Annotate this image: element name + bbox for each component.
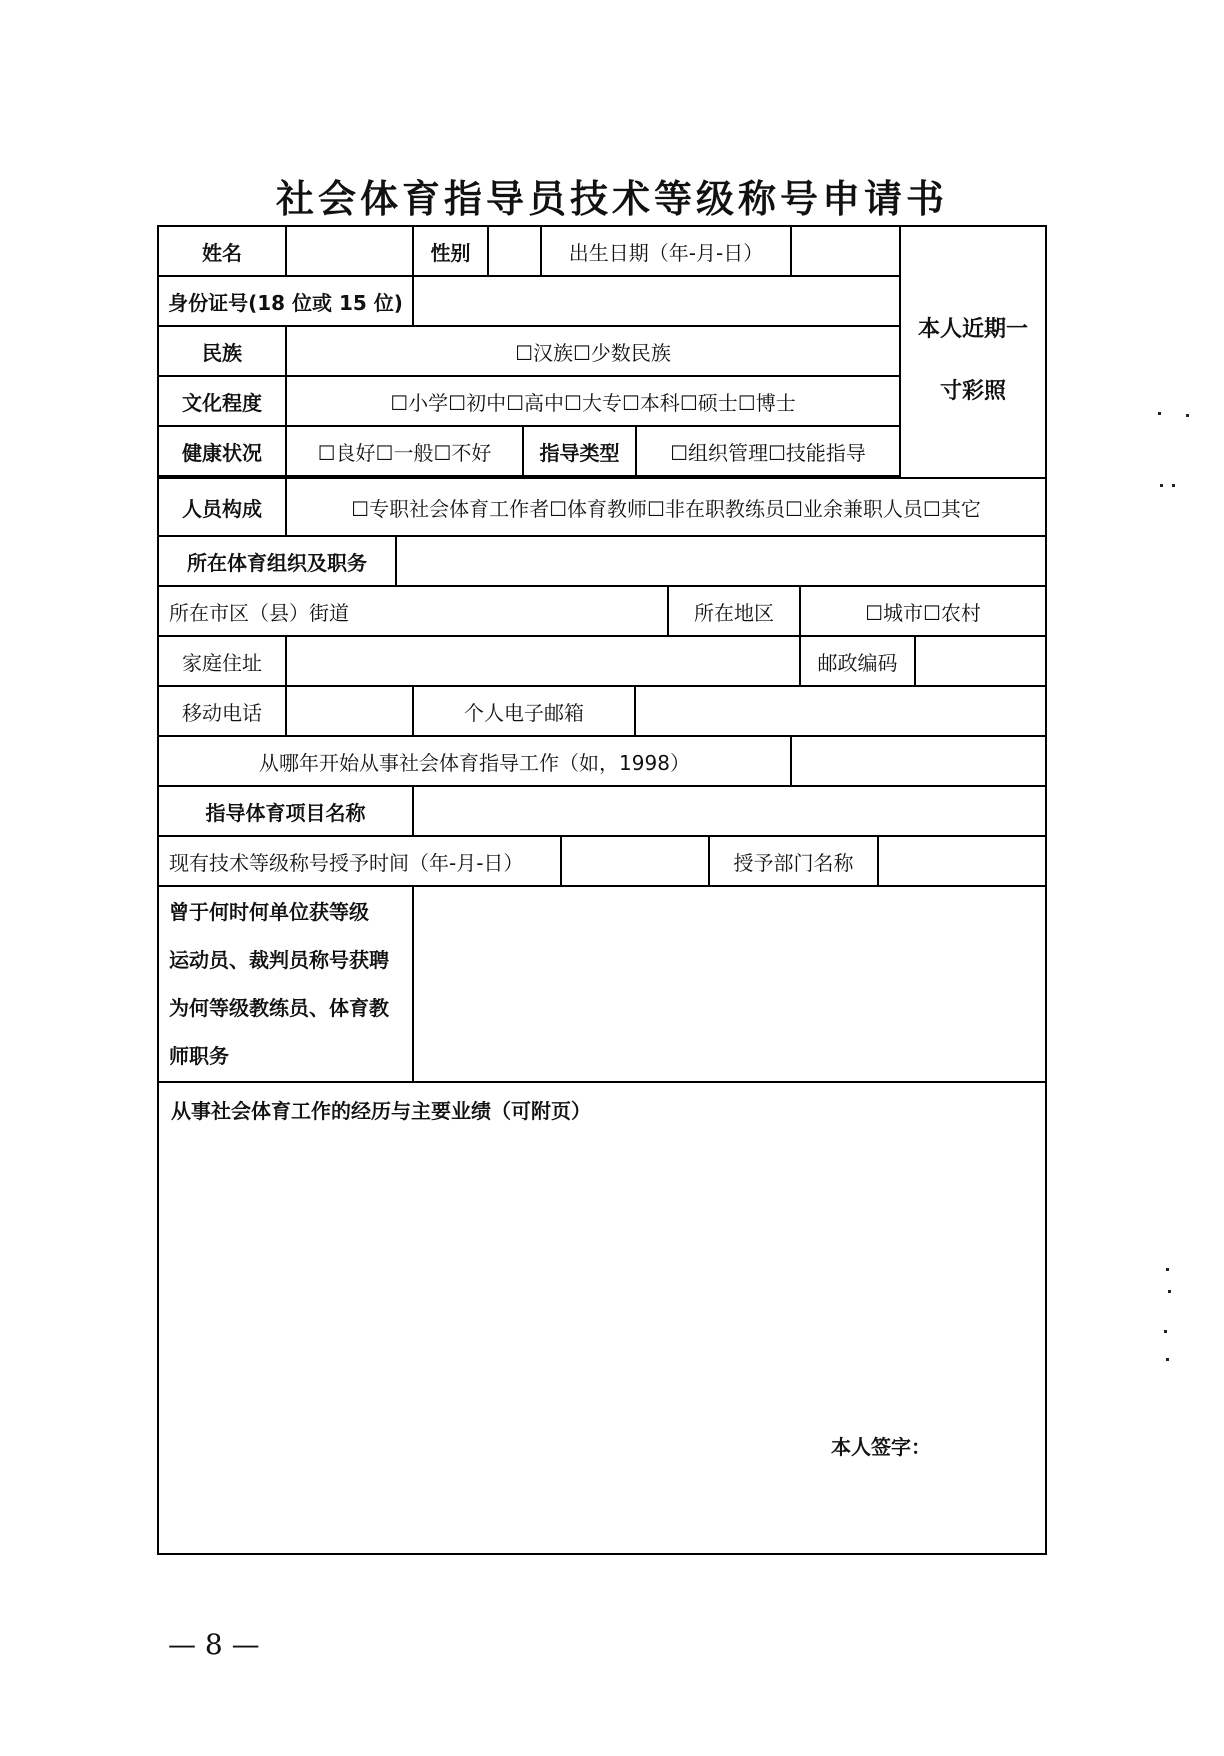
address-label: 家庭住址 [159,637,287,685]
scan-speck [1172,484,1175,487]
photo-box [899,227,1045,477]
organization-field[interactable] [397,537,1045,585]
row-district [159,587,1045,637]
page-title: 社会体育指导员技术等级称号申请书 [275,177,948,221]
row-education [159,377,899,427]
birth-date-field[interactable] [792,227,899,275]
application-form [157,225,1047,1555]
row-id [159,277,899,327]
name-label: 姓名 [159,227,287,275]
signature-label: 本人签字： [831,1435,931,1459]
titles-label-line1: 曾于何时何单位获等级 [169,900,369,924]
grant-time-field[interactable] [562,837,710,885]
row-ethnicity [159,327,899,377]
row-address [159,637,1045,687]
guidance-type-label: 指导类型 [524,427,637,475]
experience-label: 从事社会体育工作的经历与主要业绩（可附页） [171,1099,591,1123]
page-number: — 8 — [168,1628,260,1661]
postcode-field[interactable] [916,637,1045,685]
personnel-label: 人员构成 [159,479,287,535]
name-field[interactable] [287,227,414,275]
gender-label: 性别 [414,227,489,275]
education-label: 文化程度 [159,377,287,425]
photo-label-line1: 本人近期一 [917,317,1028,342]
scan-speck [1158,412,1161,415]
id-number-label: 身份证号(18 位或 15 位) [159,277,414,325]
id-number-field[interactable] [414,277,899,325]
area-label: 所在地区 [669,587,801,635]
scan-speck [1160,484,1163,487]
scan-speck [1166,1268,1169,1271]
address-field[interactable] [287,637,801,685]
row-start-year [159,737,1045,787]
guidance-type-options[interactable]: ☐组织管理☐技能指导 [670,440,866,465]
grant-time-label: 现有技术等级称号授予时间（年-月-日） [159,837,562,885]
start-year-label: 从哪年开始从事社会体育指导工作（如，1998） [159,737,792,785]
scan-speck [1186,414,1189,417]
row-contact [159,687,1045,737]
email-field[interactable] [636,687,1045,735]
district-label: 所在市区（县）街道 [159,587,669,635]
titles-label-line2: 运动员、裁判员称号获聘 [169,948,389,972]
ethnicity-label: 民族 [159,327,287,375]
email-label: 个人电子邮箱 [414,687,636,735]
titles-field[interactable] [414,887,1045,1081]
titles-label-line3: 为何等级教练员、体育教 [169,996,389,1020]
education-options[interactable]: ☐小学☐初中☐高中☐大专☐本科☐硕士☐博士 [390,390,796,415]
gender-field[interactable] [489,227,542,275]
organization-label: 所在体育组织及职务 [159,537,397,585]
row-project [159,787,1045,837]
health-options[interactable]: ☐良好☐一般☐不好 [287,427,524,475]
scan-speck [1166,1358,1169,1361]
birth-date-label: 出生日期（年-月-日） [542,227,792,275]
scan-speck [1164,1330,1167,1333]
project-label: 指导体育项目名称 [159,787,414,835]
titles-label [159,887,414,1081]
titles-label-line4: 师职务 [169,1044,229,1068]
row-grant [159,837,1045,887]
row-organization [159,537,1045,587]
start-year-field[interactable] [792,737,1045,785]
health-label: 健康状况 [159,427,287,475]
photo-label-line2: 寸彩照 [939,379,1006,404]
postcode-label: 邮政编码 [801,637,916,685]
project-field[interactable] [414,787,1045,835]
ethnicity-options[interactable]: ☐汉族☐少数民族 [515,340,671,365]
row-health [159,427,899,477]
area-options[interactable]: ☐城市☐农村 [865,600,981,625]
row-personnel [159,477,1045,537]
mobile-field[interactable] [287,687,414,735]
row-titles [159,887,1045,1083]
row-experience[interactable] [159,1083,1045,1553]
grant-dept-field[interactable] [879,837,1045,885]
mobile-label: 移动电话 [159,687,287,735]
scan-speck [1168,1290,1171,1293]
row-name [159,227,899,277]
grant-dept-label: 授予部门名称 [710,837,879,885]
personnel-options[interactable]: ☐专职社会体育工作者☐体育教师☐非在职教练员☐业余兼职人员☐其它 [351,496,981,521]
